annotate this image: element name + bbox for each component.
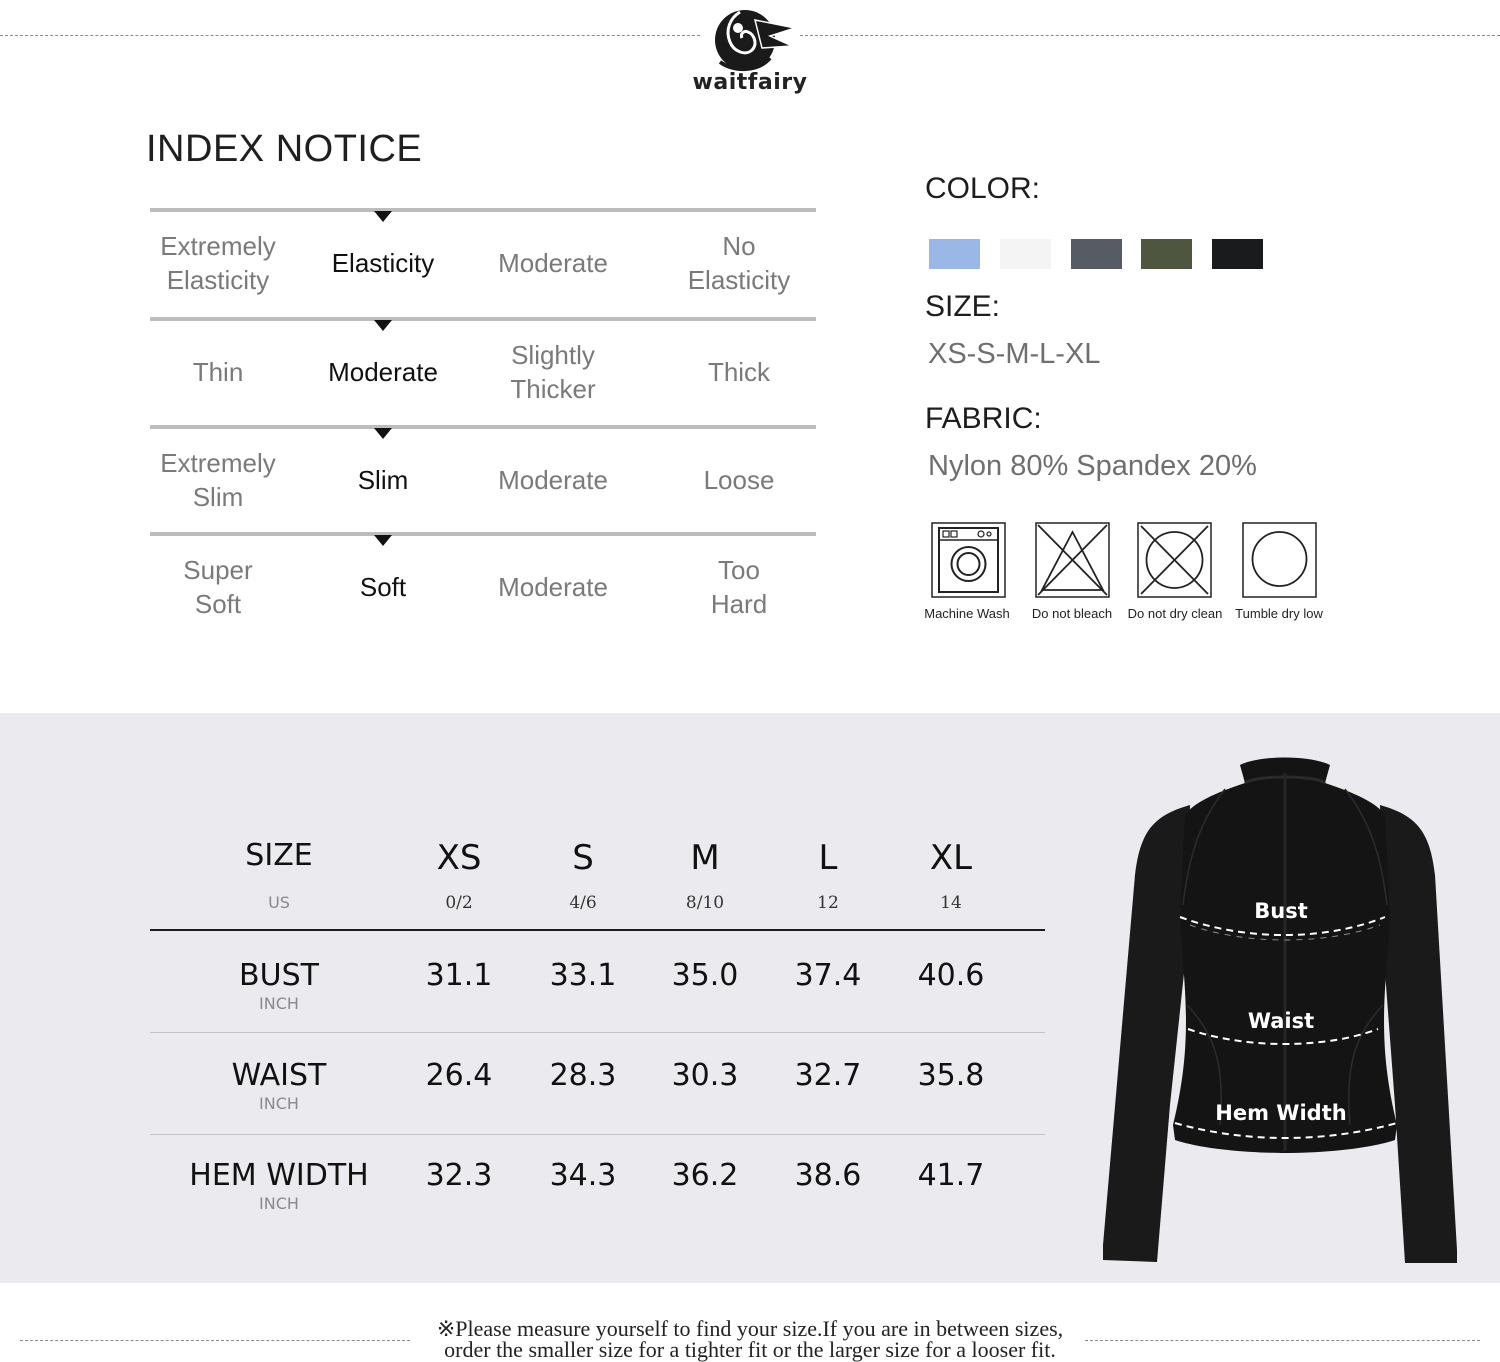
color-swatch[interactable] — [1212, 239, 1263, 269]
index-option — [468, 570, 638, 604]
table-cell: 30.3 — [671, 1058, 739, 1093]
table-cell: 34.3 — [549, 1158, 617, 1193]
index-option — [654, 463, 824, 497]
table-cell: 35.8 — [917, 1058, 985, 1093]
size-value: XS-S-M-L-XL — [928, 338, 1101, 370]
size-column-header: XS — [436, 838, 482, 878]
index-option-line: Soft — [359, 572, 407, 602]
table-cell: 32.3 — [425, 1158, 493, 1193]
table-divider — [150, 929, 1045, 931]
index-option — [654, 229, 824, 297]
index-selected-marker — [374, 535, 392, 546]
index-option-line: Loose — [703, 465, 775, 495]
index-option-line: Slim — [192, 482, 244, 512]
fabric-value: Nylon 80% Spandex 20% — [928, 450, 1257, 482]
index-option-line: No — [722, 231, 756, 261]
color-swatch[interactable] — [1141, 239, 1192, 269]
table-row-unit: INCH — [259, 994, 299, 1013]
table-row-unit: INCH — [259, 1194, 299, 1213]
index-selected-marker — [374, 211, 392, 222]
index-row-divider — [150, 317, 816, 321]
fabric-label: FABRIC: — [925, 402, 1042, 435]
tumble-dry-low-label: Tumble dry low — [1235, 606, 1323, 621]
do-not-dry-clean-label: Do not dry clean — [1127, 606, 1223, 621]
index-option — [468, 463, 638, 497]
table-cell: 40.6 — [917, 958, 985, 993]
index-option-line: Moderate — [328, 357, 438, 387]
index-option-line: Hard — [710, 589, 768, 619]
footer-divider-right — [1085, 1340, 1480, 1341]
index-option — [468, 338, 638, 406]
table-cell: 38.6 — [794, 1158, 862, 1193]
color-swatch[interactable] — [1071, 239, 1122, 269]
index-option-line: Thick — [707, 357, 771, 387]
do-not-dry-clean-icon — [1137, 522, 1212, 598]
index-option-line: Thin — [192, 357, 244, 387]
size-column-header: XL — [929, 838, 973, 878]
table-row-label: WAIST — [231, 1058, 327, 1093]
fit-note-line1: ※Please measure yourself to find your size.If you are in between sizes, — [436, 1316, 1064, 1341]
index-row-divider — [150, 425, 816, 429]
table-cell: 41.7 — [917, 1158, 985, 1193]
index-option-line: Elasticity — [166, 265, 270, 295]
table-divider — [150, 1032, 1045, 1033]
index-option-line: Moderate — [498, 248, 608, 278]
index-row-divider — [150, 208, 816, 212]
table-row-label: HEM WIDTH — [189, 1158, 369, 1193]
table-cell: 37.4 — [794, 958, 862, 993]
index-option-line: Thicker — [510, 374, 596, 404]
index-option — [654, 355, 824, 389]
header-divider-left — [0, 35, 700, 36]
index-option-line: Moderate — [498, 465, 608, 495]
index-option-selected — [298, 355, 468, 389]
index-selected-marker — [374, 428, 392, 439]
brand-name: waitfairy — [692, 70, 808, 95]
index-notice-title: INDEX NOTICE — [146, 128, 423, 170]
index-option-selected — [298, 246, 468, 280]
size-column-us: 0/2 — [445, 893, 473, 913]
table-cell: 28.3 — [549, 1058, 617, 1093]
table-cell: 33.1 — [549, 958, 617, 993]
index-option-line: Super — [183, 555, 253, 585]
index-option — [468, 246, 638, 280]
table-row-label: BUST — [239, 958, 319, 993]
machine-wash-label: Machine Wash — [924, 606, 1010, 621]
table-divider — [150, 1134, 1045, 1135]
index-option-line: Extremely — [160, 448, 276, 478]
index-option-line: Elasticity — [331, 248, 435, 278]
size-label: SIZE: — [925, 290, 1001, 323]
index-option-selected — [298, 463, 468, 497]
size-column-header: L — [818, 838, 838, 878]
index-option — [133, 446, 303, 514]
index-option — [654, 553, 824, 621]
index-option-line: Elasticity — [687, 265, 791, 295]
do-not-bleach-icon — [1035, 522, 1110, 598]
index-option-line: Extremely — [160, 231, 276, 261]
index-option — [133, 553, 303, 621]
index-option-line: Slightly — [511, 340, 595, 370]
size-column-us: 4/6 — [569, 893, 597, 913]
table-cell: 31.1 — [425, 958, 493, 993]
do-not-bleach-label: Do not bleach — [1031, 606, 1113, 621]
size-header-label: SIZE — [245, 838, 313, 873]
fit-note-line2: order the smaller size for a tighter fit or the larger size for a looser fit. — [444, 1337, 1056, 1362]
size-column-us: 12 — [817, 893, 839, 913]
index-selected-marker — [374, 320, 392, 331]
index-option-selected — [298, 570, 468, 604]
size-header-sub: US — [268, 893, 290, 912]
color-swatch[interactable] — [1000, 239, 1051, 269]
index-option-line: Slim — [357, 465, 409, 495]
size-column-header: M — [690, 838, 720, 878]
index-option — [133, 355, 303, 389]
index-row-divider — [150, 532, 816, 536]
machine-wash-icon — [931, 522, 1006, 598]
table-cell: 36.2 — [671, 1158, 739, 1193]
table-cell: 32.7 — [794, 1058, 862, 1093]
size-column-us: 8/10 — [685, 893, 725, 913]
index-option-line: Soft — [194, 589, 242, 619]
color-label: COLOR: — [925, 172, 1041, 205]
table-row-unit: INCH — [259, 1094, 299, 1113]
jacket-label-bust: Bust — [1254, 899, 1308, 923]
tumble-dry-low-icon — [1242, 522, 1317, 598]
index-option-line: Too — [718, 555, 760, 585]
footer-divider-left — [20, 1340, 410, 1341]
index-option-line: Moderate — [498, 572, 608, 602]
size-column-us: 14 — [940, 893, 962, 913]
table-cell: 35.0 — [671, 958, 739, 993]
index-option — [133, 229, 303, 297]
header-divider-right — [800, 35, 1500, 36]
table-cell: 26.4 — [425, 1058, 493, 1093]
jacket-label-waist: Waist — [1247, 1009, 1315, 1033]
color-swatch[interactable] — [929, 239, 980, 269]
size-column-header: S — [572, 838, 594, 878]
jacket-label-hem: Hem Width — [1215, 1101, 1347, 1125]
